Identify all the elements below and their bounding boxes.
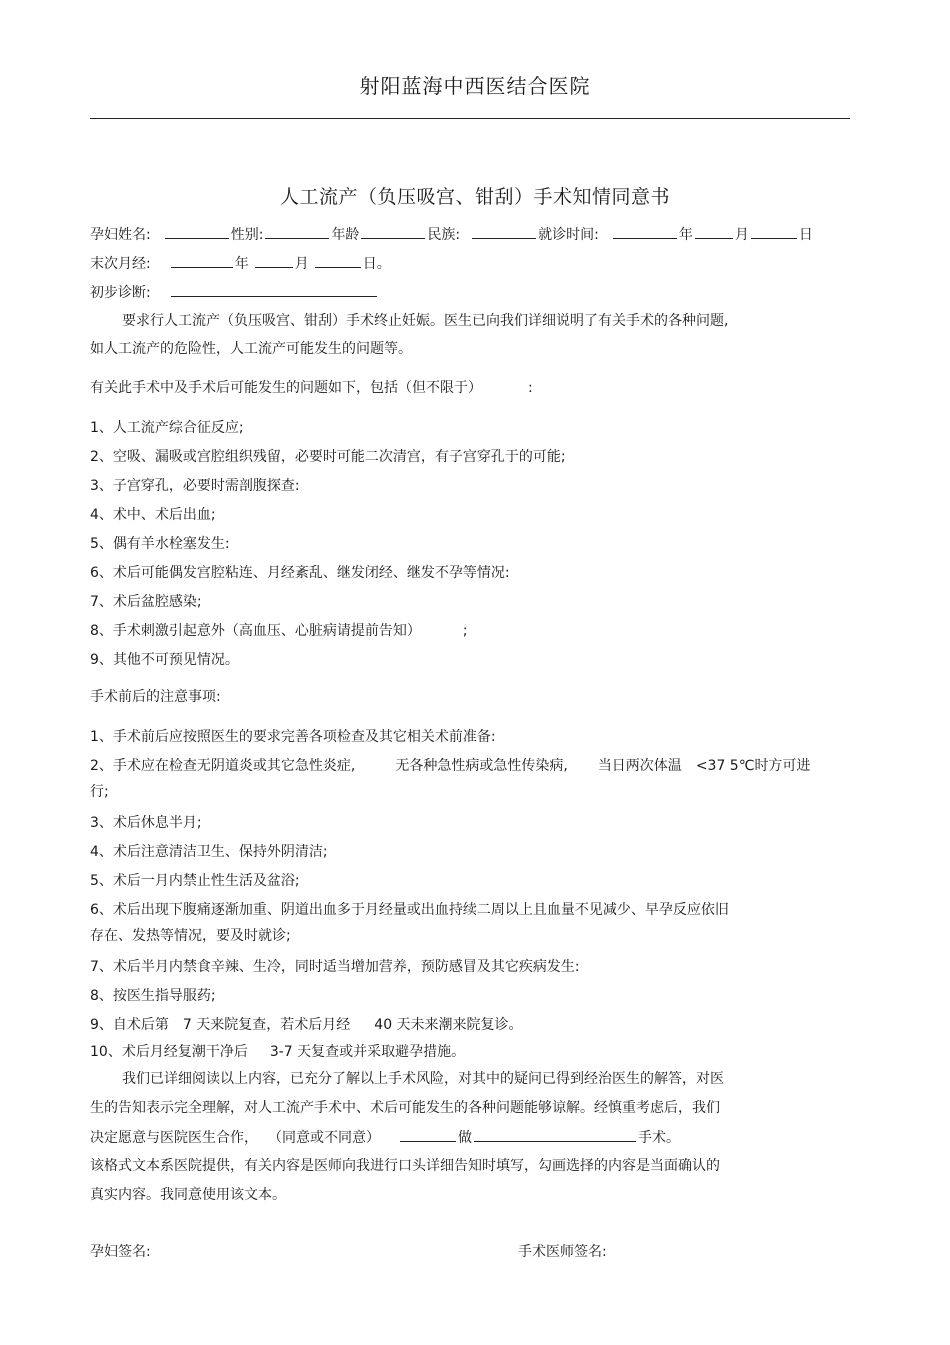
precaution-item-3: 3、术后休息半月; xyxy=(90,815,202,831)
consent-line-1: 我们已详细阅读以上内容，已充分了解以上手术风险，对其中的疑问已得到经治医生的解答，对医 xyxy=(122,1071,724,1087)
risk-item-6: 6、术后可能偶发宫腔粘连、月经紊乱、继发闭经、继发不孕等情况: xyxy=(90,565,510,581)
surgeon-signature-label: 手术医师签名: xyxy=(518,1244,607,1260)
lmp-label: 末次月经: xyxy=(90,256,151,272)
header-divider xyxy=(90,118,850,119)
precaution-item-10-part-a: 10、术后月经复潮干净后 xyxy=(90,1044,248,1060)
consent-line-5: 真实内容。我同意使用该文本。 xyxy=(90,1187,286,1203)
hospital-name: 射阳蓝海中西医结合医院 xyxy=(359,74,591,98)
risk-item-8-suffix: ; xyxy=(462,623,468,639)
risk-item-4: 4、术中、术后出血; xyxy=(90,507,216,523)
consent-choice-label: （同意或不同意） xyxy=(268,1130,380,1146)
diagnosis-row xyxy=(90,282,379,303)
visit-time-label: 就诊时间: xyxy=(538,227,599,243)
precautions-heading: 手术前后的注意事项: xyxy=(90,689,221,705)
consent-choice-field[interactable] xyxy=(400,1127,456,1142)
consent-line-2: 生的告知表示完全理解，对人工流产手术中、术后可能发生的各种问题能够谅解。经慎重考虑后，我们 xyxy=(90,1100,720,1116)
visit-year-field[interactable] xyxy=(613,224,677,239)
age-label: 年龄 xyxy=(331,227,360,243)
diagnosis-label: 初步诊断: xyxy=(90,285,151,301)
day-label: 日 xyxy=(798,227,813,243)
month-label: 月 xyxy=(734,227,749,243)
lmp-day-field[interactable] xyxy=(315,253,361,268)
visit-day-field[interactable] xyxy=(751,224,797,239)
risks-heading-colon: : xyxy=(528,380,533,396)
document-title: 人工流产（负压吸宫、钳刮）手术知情同意书 xyxy=(279,186,670,208)
precaution-item-2-part-d: <37 5℃时方可进 xyxy=(695,758,811,774)
risk-item-8 xyxy=(90,621,468,641)
visit-month-field[interactable] xyxy=(695,224,733,239)
gender-label: 性别: xyxy=(230,227,264,243)
precaution-item-5: 5、术后一月内禁止性生活及盆浴; xyxy=(90,873,300,889)
gender-field[interactable] xyxy=(265,224,329,239)
precaution-item-2-part-b: 无各种急性病或急性传染病, xyxy=(395,758,568,774)
procedure-field[interactable] xyxy=(474,1127,636,1142)
precaution-item-4: 4、术后注意清洁卫生、保持外阴清洁; xyxy=(90,844,328,860)
risk-item-3: 3、子宫穿孔，必要时需剖腹探查: xyxy=(90,478,300,494)
risks-heading-text: 有关此手术中及手术后可能发生的问题如下，包括（但不限于） xyxy=(90,380,482,396)
precaution-item-9-part-b: 7 天来院复查，若术后月经 xyxy=(182,1017,351,1033)
precaution-item-10-part-b: 3-7 天复查或并采取避孕措施。 xyxy=(269,1044,466,1060)
risk-item-9: 9、其他不可预见情况。 xyxy=(90,652,239,668)
patient-signature-label: 孕妇签名: xyxy=(90,1244,151,1260)
intro-line-1: 要求行人工流产（负压吸宫、钳刮）手术终止妊娠。医生已向我们详细说明了有关手术的各种问题, xyxy=(122,313,729,329)
ethnicity-label: 民族: xyxy=(427,227,461,243)
diagnosis-field[interactable] xyxy=(171,282,377,297)
consent-do-label: 做 xyxy=(458,1130,472,1146)
consent-line-3 xyxy=(90,1127,680,1148)
lmp-month-label: 月 xyxy=(294,256,309,272)
consent-surgery-label: 手术。 xyxy=(638,1130,680,1146)
patient-info-row xyxy=(90,224,813,245)
ethnicity-field[interactable] xyxy=(472,224,536,239)
precaution-item-1: 1、手术前后应按照医生的要求完善各项检查及其它相关术前准备: xyxy=(90,729,496,745)
precaution-item-9-part-a: 9、自术后第 xyxy=(90,1017,169,1033)
precaution-item-2-continued: 行; xyxy=(90,784,109,800)
precaution-item-9 xyxy=(90,1015,523,1035)
risk-item-1: 1、人工流产综合征反应; xyxy=(90,420,244,436)
precaution-item-9-part-c: 40 天未来潮来院复诊。 xyxy=(374,1017,523,1033)
lmp-month-field[interactable] xyxy=(255,253,293,268)
risk-item-5: 5、偶有羊水栓塞发生: xyxy=(90,536,230,552)
precaution-item-6-continued: 存在、发热等情况，要及时就诊; xyxy=(90,928,291,944)
intro-line-2: 如人工流产的危险性，人工流产可能发生的问题等。 xyxy=(90,341,412,357)
consent-line-4: 该格式文本系医院提供，有关内容是医师向我进行口头详细告知时填写，勾画选择的内容是当面确认的 xyxy=(90,1158,720,1174)
precaution-item-8: 8、按医生指导服药; xyxy=(90,988,216,1004)
risks-heading xyxy=(90,378,533,398)
precaution-item-2 xyxy=(90,756,810,776)
consent-line-3-part-a: 决定愿意与医院医生合作， xyxy=(90,1130,258,1146)
precaution-item-7: 7、术后半月内禁食辛辣、生冷，同时适当增加营养，预防感冒及其它疾病发生: xyxy=(90,959,580,975)
precaution-item-2-part-a: 2、手术应在检查无阴道炎或其它急性炎症, xyxy=(90,758,356,774)
lmp-year-field[interactable] xyxy=(171,253,233,268)
name-label: 孕妇姓名: xyxy=(90,227,151,243)
year-label: 年 xyxy=(678,227,693,243)
precaution-item-10 xyxy=(90,1042,465,1062)
risk-item-2: 2、空吸、漏吸或宫腔组织残留，必要时可能二次清宫，有子宫穿孔于的可能; xyxy=(90,449,566,465)
name-field[interactable] xyxy=(165,224,229,239)
risk-item-8-text: 8、手术刺激引起意外（高血压、心脏病请提前告知） xyxy=(90,623,421,639)
lmp-year-label: 年 xyxy=(234,256,249,272)
precaution-item-6: 6、术后出现下腹痛逐渐加重、阴道出血多于月经量或出血持续二周以上且血量不见减少、早孕反应依旧 xyxy=(90,902,729,918)
age-field[interactable] xyxy=(361,224,425,239)
precaution-item-2-part-c: 当日两次体温 xyxy=(597,758,682,774)
lmp-row xyxy=(90,253,391,274)
risk-item-7: 7、术后盆腔感染; xyxy=(90,594,202,610)
lmp-day-label: 日。 xyxy=(362,256,391,272)
